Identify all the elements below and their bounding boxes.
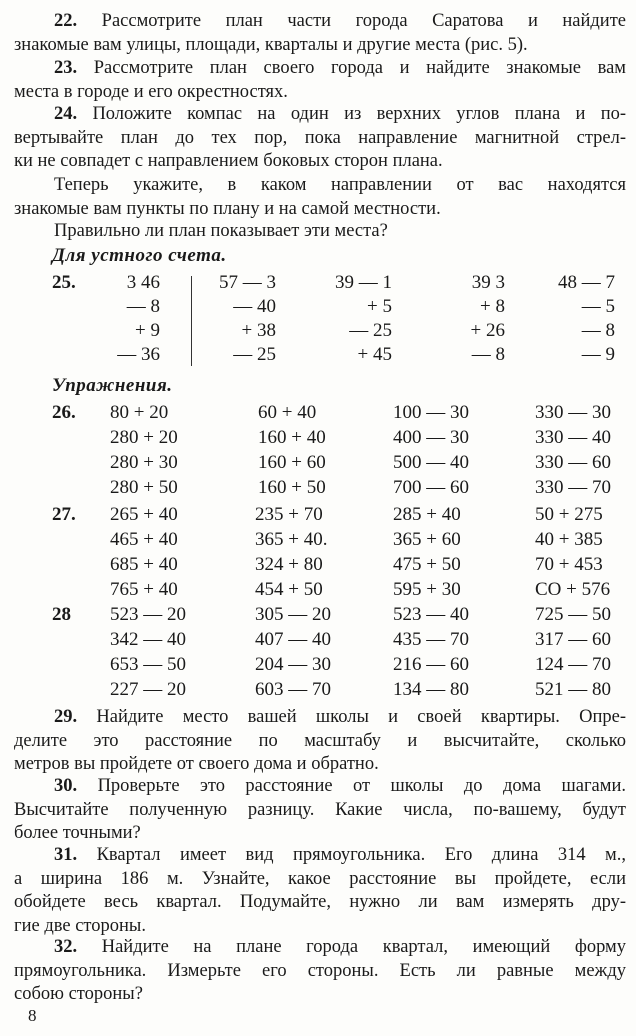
expression: — 36 — [117, 344, 160, 365]
expression: 523 — 20 — [110, 604, 186, 625]
task-31 — [14, 844, 626, 938]
task-32 — [14, 936, 626, 1007]
oral-counting-heading: Для устного счета. — [52, 245, 227, 266]
expression: 317 — 60 — [535, 629, 611, 650]
expression: 454 + 50 — [255, 579, 323, 600]
expression: — 25 — [349, 320, 392, 341]
task-text-line: Теперь укажите, в каком направлении от вас находятся — [54, 175, 626, 195]
task-text-line: делите это расстояние по масштабу и высчитайте, сколько — [14, 730, 626, 751]
expression: 124 — 70 — [535, 654, 611, 675]
expression: 700 — 60 — [393, 477, 469, 498]
expression: — 25 — [233, 344, 276, 365]
expression: 305 — 20 — [255, 604, 331, 625]
expression: 204 — 30 — [255, 654, 331, 675]
expression: 160 + 60 — [258, 452, 326, 473]
expression: 3 46 — [126, 272, 160, 293]
task-24-continuation — [14, 174, 626, 221]
expression: + 8 — [480, 296, 505, 317]
expression: + 26 — [470, 320, 505, 341]
expression: 280 + 30 — [110, 452, 178, 473]
expression: 324 + 80 — [255, 554, 323, 575]
expression: 60 + 40 — [258, 402, 317, 423]
expression: 342 — 40 — [110, 629, 186, 650]
task-24-question — [14, 220, 626, 244]
expression: 330 — 70 — [535, 477, 611, 498]
expression: 365 + 40. — [255, 529, 328, 550]
task-text-line: Рассмотрите план своего города и найдите знакомые вам — [93, 58, 626, 78]
task-text-line: Высчитайте полученную разницу. Какие числа, по-вашему, будут — [14, 799, 626, 820]
expression: 365 + 60 — [393, 529, 461, 550]
expression: 330 — 60 — [535, 452, 611, 473]
expression: 653 — 50 — [110, 654, 186, 675]
task-number: 29. — [54, 707, 78, 727]
expression: 330 — 40 — [535, 427, 611, 448]
expression: 40 + 385 — [535, 529, 603, 550]
expression: 435 — 70 — [393, 629, 469, 650]
expression: 285 + 40 — [393, 504, 461, 525]
exercise-number: 26. — [52, 402, 76, 423]
expression: 134 — 80 — [393, 679, 469, 700]
task-text-line: гие две стороны. — [14, 915, 146, 936]
task-text-line: собою стороны? — [14, 984, 143, 1004]
expression: 160 + 50 — [258, 477, 326, 498]
exercise-number: 28 — [52, 604, 71, 625]
expression: 603 — 70 — [255, 679, 331, 700]
task-number: 32. — [54, 937, 78, 957]
expression: 48 — 7 — [558, 272, 615, 293]
expression: — 5 — [581, 296, 615, 317]
task-text-line: Рассмотрите план части города Саратова и найдите — [101, 11, 626, 31]
expression: — 40 — [233, 296, 276, 317]
task-number: 30. — [54, 776, 78, 796]
expression: 50 + 275 — [535, 504, 603, 525]
task-text-line: вертывайте план до тех пор, пока направление магнитной стрел- — [14, 127, 626, 148]
expression: — 8 — [581, 320, 615, 341]
task-text-line: Правильно ли план показывает эти места? — [54, 221, 388, 241]
expression: + 9 — [135, 320, 160, 341]
task-text-line: метров вы пройдете от своего дома и обратно. — [14, 754, 379, 774]
expression: 280 + 20 — [110, 427, 178, 448]
expression: 330 — 30 — [535, 402, 611, 423]
expression: 523 — 40 — [393, 604, 469, 625]
expression: 235 + 70 — [255, 504, 323, 525]
task-text-line: места в городе и его окрестностях. — [14, 81, 288, 102]
task-text-line: знакомые вам улицы, площади, кварталы и другие места (рис. 5). — [14, 34, 528, 55]
expression: CO + 576 — [535, 579, 611, 600]
task-number: 23. — [54, 58, 78, 78]
expression: 100 — 30 — [393, 402, 469, 423]
task-text-line: ки не совпадет с направлением боковых сторон плана. — [14, 151, 443, 171]
expression: — 9 — [581, 344, 615, 365]
expression: 595 + 30 — [393, 579, 461, 600]
expression: 70 + 453 — [535, 554, 603, 575]
task-22 — [14, 10, 626, 57]
exercise-number: 25. — [52, 272, 76, 293]
expression: 265 + 40 — [110, 504, 178, 525]
expression: 765 + 40 — [110, 579, 178, 600]
expression: 57 — 3 — [219, 272, 276, 293]
page-number: 8 — [28, 1006, 37, 1025]
task-text-line: а ширина 186 м. Узнайте, какое расстояние вы пройдете, если — [14, 868, 626, 889]
expression: 227 — 20 — [110, 679, 186, 700]
expression: 725 — 50 — [535, 604, 611, 625]
task-text-line: знакомые вам пункты по плану и на самой местности. — [14, 198, 441, 219]
expression: 39 3 — [471, 272, 505, 293]
task-text-line: обойдете весь квартал. Подумайте, нужно ли вам измерять дру- — [14, 892, 626, 912]
task-text-line: Найдите на плане города квартал, имеющий форму — [101, 937, 627, 957]
expression: 685 + 40 — [110, 554, 178, 575]
task-text-line: более точными? — [14, 823, 141, 843]
expression: — 8 — [126, 296, 160, 317]
expression: 521 — 80 — [535, 679, 611, 700]
expression: 80 + 20 — [110, 402, 169, 423]
exercises-heading: Упражнения. — [52, 375, 173, 396]
column-divider — [191, 276, 192, 366]
task-30 — [14, 775, 626, 846]
expression: 216 — 60 — [393, 654, 469, 675]
expression: — 8 — [471, 344, 505, 365]
task-number: 22. — [54, 11, 78, 31]
expression: + 45 — [357, 344, 392, 365]
task-text-line: Положите компас на один из верхних углов плана и по- — [92, 104, 626, 124]
expression: 280 + 50 — [110, 477, 178, 498]
task-text-line: Квартал имеет вид прямоугольника. Его длина 314 м., — [96, 845, 627, 865]
expression: + 38 — [241, 320, 276, 341]
expression: 407 — 40 — [255, 629, 331, 650]
expression: 465 + 40 — [110, 529, 178, 550]
expression: 500 — 40 — [393, 452, 469, 473]
task-number: 31. — [54, 845, 78, 865]
exercise-number: 27. — [52, 504, 76, 525]
task-text-line: прямоугольника. Измерьте его стороны. Есть ли равные между — [14, 960, 626, 981]
task-number: 24. — [54, 104, 78, 124]
expression: + 5 — [367, 296, 392, 317]
task-text-line: Проверьте это расстояние от школы до дома шагами. — [97, 776, 626, 796]
task-text-line: Найдите место вашей школы и своей квартиры. Опре- — [96, 707, 627, 727]
expression: 39 — 1 — [335, 272, 392, 293]
task-24 — [14, 103, 626, 174]
expression: 160 + 40 — [258, 427, 326, 448]
expression: 475 + 50 — [393, 554, 461, 575]
expression: 400 — 30 — [393, 427, 469, 448]
task-29 — [14, 706, 626, 777]
task-23 — [14, 57, 626, 104]
